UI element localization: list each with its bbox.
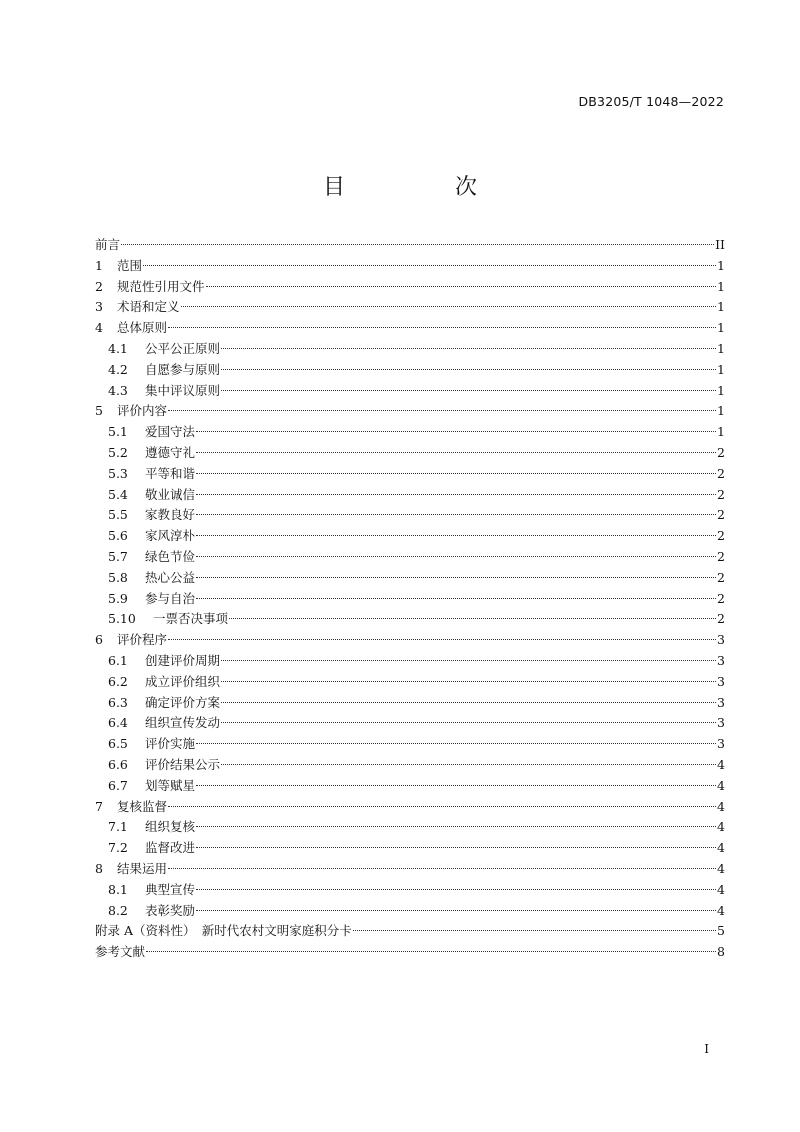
toc-entry-number: 8.2 — [108, 902, 128, 918]
toc-entry-page: 1 — [717, 340, 725, 356]
toc-entry-page: 4 — [717, 756, 725, 772]
toc-dot-leader — [168, 868, 716, 869]
toc-dot-leader — [196, 910, 716, 911]
toc-entry[interactable] — [95, 381, 725, 402]
toc-entry[interactable] — [95, 755, 725, 776]
toc-entry-number: 5.3 — [108, 465, 128, 481]
toc-entry-page: 1 — [717, 278, 725, 294]
toc-entry-number: 5.7 — [108, 548, 128, 564]
toc-entry[interactable] — [95, 235, 725, 256]
toc-dot-leader — [168, 410, 716, 411]
toc-dot-leader — [229, 618, 716, 619]
toc-entry-number: 6.6 — [108, 756, 128, 772]
toc-entry-page: 4 — [717, 777, 725, 793]
toc-entry-page: 1 — [717, 361, 725, 377]
toc-entry-title: 爱国守法 — [145, 424, 196, 440]
page-title: 目 次 — [322, 175, 521, 200]
toc-entry-number: 6.5 — [108, 736, 128, 752]
toc-entry-number: 5.4 — [108, 486, 128, 502]
toc-entry-page: 1 — [717, 299, 725, 315]
toc-entry-title: 范围 — [117, 257, 143, 273]
toc-entry[interactable] — [95, 921, 725, 942]
toc-entry-title: 绿色节俭 — [145, 548, 196, 564]
toc-entry-page: 3 — [717, 694, 725, 710]
toc-entry[interactable] — [95, 443, 725, 464]
toc-entry[interactable] — [95, 339, 725, 360]
toc-entry[interactable] — [95, 734, 725, 755]
toc-entry-title: 前言 — [95, 237, 121, 252]
toc-entry-page: 4 — [717, 881, 725, 897]
toc-entry-title: 遵德守礼 — [145, 444, 196, 460]
toc-entry-title: 家风淳朴 — [145, 528, 196, 544]
toc-dot-leader — [353, 930, 716, 931]
toc-entry-page: 1 — [717, 424, 725, 440]
toc-entry-title: 术语和定义 — [117, 299, 180, 315]
toc-dot-leader — [168, 327, 716, 328]
toc-entry-title: 平等和谐 — [145, 465, 196, 481]
toc-entry-title: 评价结果公示 — [145, 756, 221, 772]
toc-entry-page: 2 — [717, 444, 725, 460]
toc-dot-leader — [221, 764, 716, 765]
toc-entry-page: 4 — [717, 819, 725, 835]
toc-entry-page: 3 — [717, 715, 725, 731]
toc-entry[interactable] — [95, 422, 725, 443]
toc-entry-title: 评价实施 — [145, 736, 196, 752]
toc-entry-page: 2 — [717, 569, 725, 585]
toc-entry-page: 3 — [717, 736, 725, 752]
toc-entry[interactable] — [95, 589, 725, 610]
toc-entry-number: 5.8 — [108, 569, 128, 585]
toc-entry-title: 公平公正原则 — [145, 340, 221, 356]
toc-entry[interactable] — [95, 401, 725, 422]
toc-entry-page: 2 — [717, 590, 725, 606]
toc-dot-leader — [168, 806, 716, 807]
toc-entry-title: 一票否决事项 — [153, 611, 229, 627]
document-code: DB3205/T 1048—2022 — [578, 94, 724, 109]
toc-entry-title: 总体原则 — [117, 320, 168, 336]
toc-dot-leader — [181, 306, 717, 307]
toc-entry-number: 4.3 — [108, 382, 128, 398]
toc-entry[interactable] — [95, 526, 725, 547]
toc-entry-title: 评价程序 — [117, 632, 168, 648]
toc-entry-number: 3 — [95, 299, 103, 315]
toc-entry-title: 创建评价周期 — [145, 652, 221, 668]
toc-entry-page: 4 — [717, 902, 725, 918]
toc-entry-number: 6.2 — [108, 673, 128, 689]
toc-entry-title: 参与自治 — [145, 590, 196, 606]
toc-entry[interactable] — [95, 485, 725, 506]
toc-entry[interactable] — [95, 817, 725, 838]
toc-entry-title: 复核监督 — [117, 798, 168, 814]
table-of-contents — [95, 235, 725, 963]
toc-entry-title: 附录 A（资料性） 新时代农村文明家庭积分卡 — [95, 923, 352, 939]
toc-entry[interactable] — [95, 942, 725, 963]
toc-entry-title: 家教良好 — [145, 507, 196, 523]
toc-entry-number: 8 — [95, 860, 103, 876]
toc-dot-leader — [196, 889, 716, 890]
toc-entry[interactable] — [95, 651, 725, 672]
toc-entry[interactable] — [95, 297, 725, 318]
toc-dot-leader — [221, 702, 716, 703]
toc-entry-number: 5 — [95, 403, 103, 419]
toc-entry-page: 2 — [717, 548, 725, 564]
toc-dot-leader — [121, 244, 714, 245]
toc-dot-leader — [146, 951, 716, 952]
toc-entry-number: 6.3 — [108, 694, 128, 710]
toc-entry-number: 6.7 — [108, 777, 128, 793]
toc-dot-leader — [221, 348, 716, 349]
toc-entry-page: 2 — [717, 486, 725, 502]
toc-dot-leader — [221, 390, 716, 391]
toc-dot-leader — [196, 577, 716, 578]
toc-dot-leader — [196, 514, 716, 515]
toc-entry-number: 6.4 — [108, 715, 128, 731]
toc-entry-page: 3 — [717, 652, 725, 668]
toc-entry-number: 7.2 — [108, 840, 128, 856]
toc-entry-number: 7 — [95, 798, 103, 814]
page-number: I — [704, 1042, 709, 1056]
toc-entry[interactable] — [95, 838, 725, 859]
toc-entry-page: 2 — [717, 507, 725, 523]
toc-dot-leader — [196, 743, 716, 744]
toc-entry-page: 3 — [717, 632, 725, 648]
toc-entry-title: 参考文献 — [95, 944, 146, 960]
toc-entry-number: 2 — [95, 278, 103, 294]
toc-dot-leader — [196, 452, 716, 453]
toc-entry-title: 敬业诚信 — [145, 486, 196, 502]
toc-entry-page: 1 — [717, 382, 725, 398]
toc-entry-page: 1 — [717, 257, 725, 273]
toc-dot-leader — [221, 369, 716, 370]
toc-entry-number: 4.2 — [108, 361, 128, 377]
toc-dot-leader — [196, 598, 716, 599]
toc-entry[interactable] — [95, 547, 725, 568]
toc-entry-page: 2 — [717, 611, 725, 627]
toc-entry-title: 评价内容 — [117, 403, 168, 419]
toc-entry-page: 2 — [717, 528, 725, 544]
toc-entry[interactable] — [95, 505, 725, 526]
toc-entry-page: 3 — [717, 673, 725, 689]
toc-dot-leader — [196, 431, 716, 432]
toc-entry-title: 规范性引用文件 — [117, 278, 205, 294]
toc-entry-title: 成立评价组织 — [145, 673, 221, 689]
toc-entry-title: 表彰奖励 — [145, 902, 196, 918]
toc-entry-number: 5.9 — [108, 590, 128, 606]
toc-entry-page: 4 — [717, 798, 725, 814]
toc-dot-leader — [221, 722, 716, 723]
toc-dot-leader — [168, 639, 716, 640]
toc-entry-title: 确定评价方案 — [145, 694, 221, 710]
toc-entry[interactable] — [95, 609, 725, 630]
toc-entry-title: 组织复核 — [145, 819, 196, 835]
toc-entry-number: 4.1 — [108, 340, 128, 356]
toc-entry-title: 结果运用 — [117, 860, 168, 876]
toc-entry-page: 5 — [717, 923, 725, 939]
toc-entry-number: 5.6 — [108, 528, 128, 544]
toc-entry-number: 7.1 — [108, 819, 128, 835]
toc-entry[interactable] — [95, 880, 725, 901]
toc-entry-title: 典型宣传 — [145, 881, 196, 897]
toc-entry-page: 4 — [717, 860, 725, 876]
toc-entry-title: 热心公益 — [145, 569, 196, 585]
toc-entry-title: 划等赋星 — [145, 777, 196, 793]
toc-entry-number: 1 — [95, 257, 103, 273]
toc-entry-number: 6 — [95, 632, 103, 648]
toc-dot-leader — [196, 473, 716, 474]
toc-entry[interactable] — [95, 797, 725, 818]
toc-entry[interactable] — [95, 318, 725, 339]
toc-entry[interactable] — [95, 360, 725, 381]
toc-entry-page: II — [715, 237, 725, 252]
toc-entry-title: 自愿参与原则 — [145, 361, 221, 377]
toc-entry[interactable] — [95, 630, 725, 651]
toc-dot-leader — [196, 535, 716, 536]
toc-entry[interactable] — [95, 776, 725, 797]
toc-entry[interactable] — [95, 672, 725, 693]
toc-entry-page: 1 — [717, 320, 725, 336]
toc-entry[interactable] — [95, 568, 725, 589]
toc-entry-title: 组织宣传发动 — [145, 715, 221, 731]
toc-dot-leader — [196, 785, 716, 786]
toc-entry[interactable] — [95, 859, 725, 880]
toc-entry[interactable] — [95, 901, 725, 922]
toc-dot-leader — [196, 556, 716, 557]
toc-entry-number: 6.1 — [108, 652, 128, 668]
toc-dot-leader — [143, 265, 716, 266]
toc-entry-page: 8 — [717, 944, 725, 960]
toc-entry[interactable] — [95, 256, 725, 277]
toc-entry-title: 监督改进 — [145, 840, 196, 856]
toc-entry-number: 8.1 — [108, 881, 128, 897]
toc-dot-leader — [221, 681, 716, 682]
toc-dot-leader — [206, 286, 717, 287]
toc-entry-number: 5.2 — [108, 444, 128, 460]
toc-dot-leader — [196, 494, 716, 495]
toc-dot-leader — [196, 847, 716, 848]
toc-entry-number: 5.5 — [108, 507, 128, 523]
toc-entry-number: 5.10 — [108, 611, 136, 627]
toc-entry[interactable] — [95, 693, 725, 714]
toc-entry-page: 2 — [717, 465, 725, 481]
toc-entry[interactable] — [95, 713, 725, 734]
toc-entry[interactable] — [95, 277, 725, 298]
toc-dot-leader — [221, 660, 716, 661]
toc-entry-number: 5.1 — [108, 424, 128, 440]
toc-dot-leader — [196, 826, 716, 827]
toc-entry-page: 4 — [717, 840, 725, 856]
toc-entry-page: 1 — [717, 403, 725, 419]
toc-entry[interactable] — [95, 464, 725, 485]
toc-entry-number: 4 — [95, 320, 103, 336]
toc-entry-title: 集中评议原则 — [145, 382, 221, 398]
